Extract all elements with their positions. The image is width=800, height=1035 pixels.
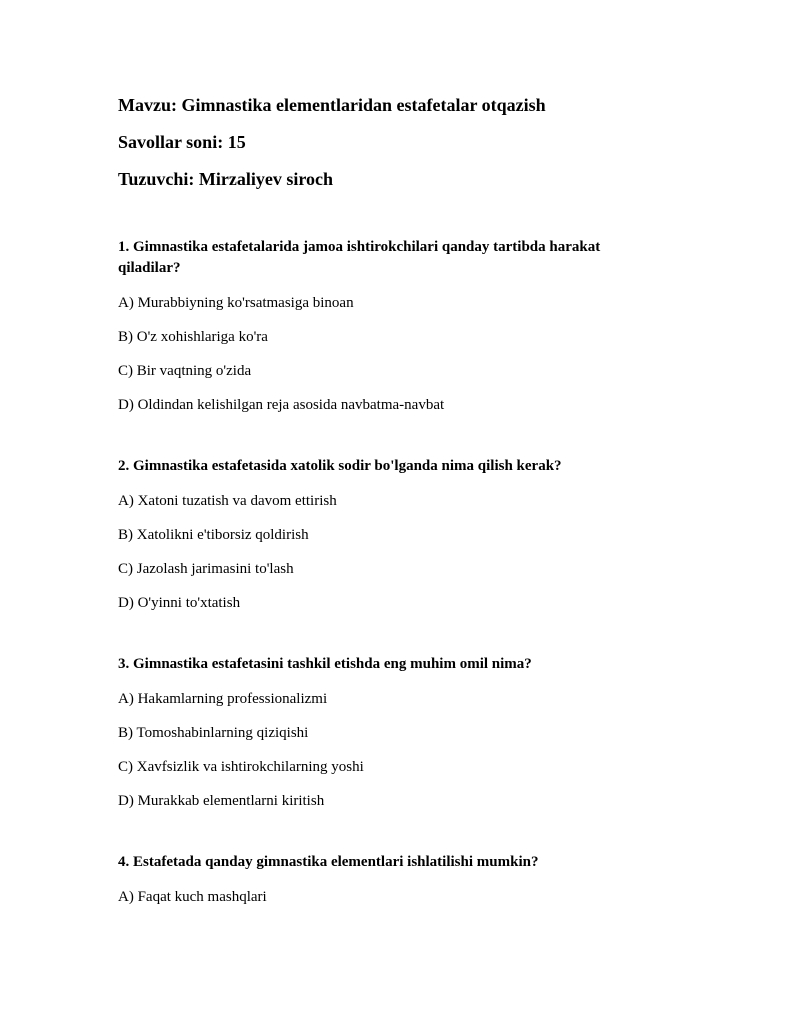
option-d: D) O'yinni to'xtatish	[118, 595, 241, 611]
option-a: A) Murabbiyning ko'rsatmasiga binoan	[118, 295, 354, 311]
option-d: D) Oldindan kelishilgan reja asosida navbatma-navbat	[118, 397, 445, 413]
document-page	[118, 94, 658, 948]
topic-title: Mavzu: Gimnastika elementlaridan estafetalar otqazish	[118, 95, 546, 115]
question-text: 2. Gimnastika estafetasida xatolik sodir bo'lganda nima qilish kerak?	[118, 458, 562, 474]
author: Tuzuvchi: Mirzaliyev siroch	[118, 169, 333, 189]
document-header	[118, 94, 658, 190]
option-b: B) Xatolikni e'tiborsiz qoldirish	[118, 527, 309, 543]
question-3	[118, 654, 658, 811]
option-a: A) Hakamlarning professionalizmi	[118, 691, 328, 707]
question-count: Savollar soni: 15	[118, 132, 246, 152]
option-a: A) Xatoni tuzatish va davom ettirish	[118, 493, 337, 509]
option-a: A) Faqat kuch mashqlari	[118, 889, 267, 905]
question-text: 4. Estafetada qanday gimnastika elementlari ishlatilishi mumkin?	[118, 854, 539, 870]
option-b: B) Tomoshabinlarning qiziqishi	[118, 725, 309, 741]
option-c: C) Xavfsizlik va ishtirokchilarning yoshi	[118, 759, 364, 775]
question-4	[118, 852, 658, 907]
question-text: 1. Gimnastika estafetalarida jamoa ishtirokchilari qanday tartibda harakat qiladilar?	[118, 239, 601, 276]
option-c: C) Bir vaqtning o'zida	[118, 363, 252, 379]
option-b: B) O'z xohishlariga ko'ra	[118, 329, 268, 345]
question-1	[118, 237, 658, 415]
option-c: C) Jazolash jarimasini to'lash	[118, 561, 294, 577]
question-2	[118, 456, 658, 613]
option-d: D) Murakkab elementlarni kiritish	[118, 793, 325, 809]
question-text: 3. Gimnastika estafetasini tashkil etishda eng muhim omil nima?	[118, 656, 532, 672]
